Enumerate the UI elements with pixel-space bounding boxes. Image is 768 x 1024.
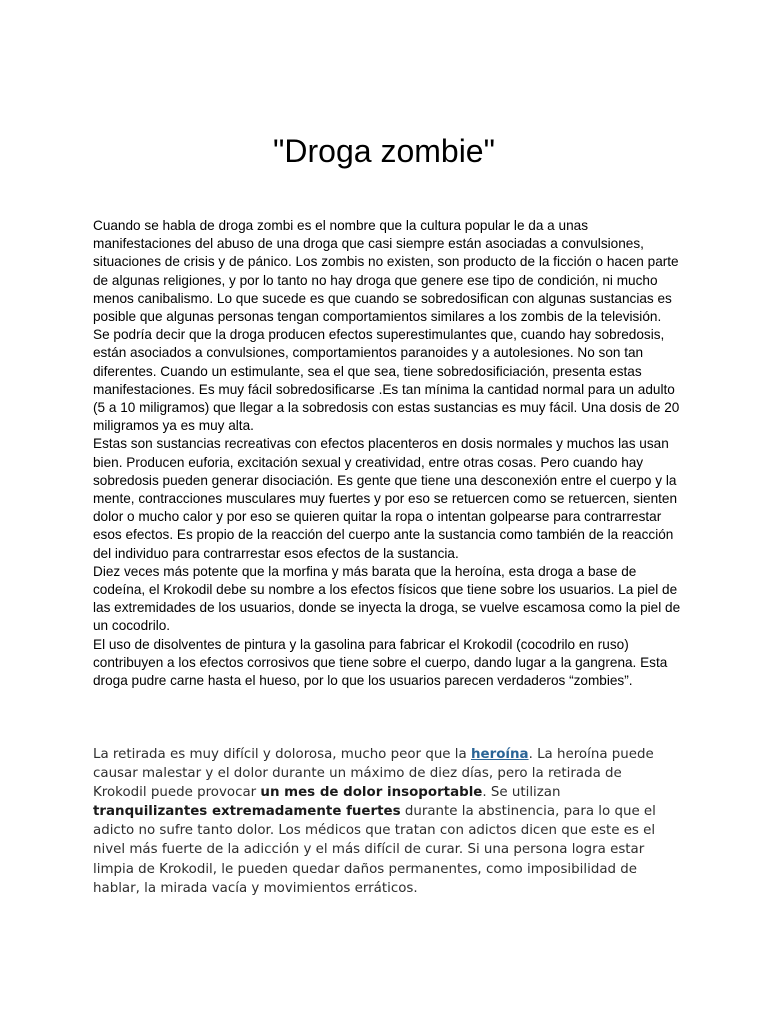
- bold-text: tranquilizantes extremadamente fuertes: [93, 804, 401, 820]
- paragraph: [93, 745, 663, 898]
- paragraph: Estas son sustancias recreativas con efectos placenteros en dosis normales y muchos las usan bien. Producen euforia, excitación sexual y creatividad, entre otras cosas. Pero cuando hay sobredosis pueden generar disociación. Es gente que tiene una desconexión entre el cuerpo y la mente, contracciones musculares muy fuertes y por eso se retuercen como se retuercen, sienten dolor o mucho calor y por eso se quieren quitar la ropa o intentan golpearse para contrarrestar esos efectos. Es propio de la reacción del cuerpo ante la sustancia como también de la reacción del individuo para contrarrestar esos efectos de la sustancia.: [93, 436, 678, 561]
- text-segment: . Se utilizan: [482, 785, 561, 801]
- paragraph: Diez veces más potente que la morfina y más barata que la heroína, esta droga a base de codeína, el Krokodil debe su nombre a los efectos físicos que tiene sobre los usuarios. La piel de las extremidades de los usuarios, donde se inyecta la droga, se vuelve escamosa como la piel de un cocodrilo.: [93, 563, 681, 634]
- text-segment: La retirada es muy difícil y dolorosa, mucho peor que la: [93, 747, 471, 762]
- heroina-link[interactable]: heroína: [470, 747, 529, 762]
- document-body: [93, 217, 683, 690]
- text-segment: durante la abstinencia, para lo que el adicto no sufre tanto dolor. Los médicos que tratan con adictos dicen que este es el nivel más fuerte de la adicción y el más difícil de curar. Si una persona logra estar limpia de Krokodil, le pueden quedar daños permanentes, como imposibilidad de hablar, la mirada vacía y movimientos erráticos.: [93, 804, 656, 896]
- pasted-web-paragraph: [93, 745, 663, 898]
- text-segment: . La heroína puede causar malestar y el dolor durante un máximo de diez días, pero la retirada de Krokodil puede provocar: [93, 747, 654, 801]
- page-title: "Droga zombie": [273, 133, 495, 169]
- paragraph: Cuando se habla de droga zombi es el nombre que la cultura popular le da a unas manifestaciones del abuso de una droga que casi siempre están asociadas a convulsiones, situaciones de crisis y de pánico. Los zombis no existen, son producto de la ficción o hacen parte de algunas religiones, y por lo tanto no hay droga que genere ese tipo de condición, ni mucho menos canibalismo. Lo que sucede es que cuando se sobredosifican con algunas sustancias es posible que algunas personas tengan comportamientos similares a los zombis de la televisión.: [93, 218, 679, 325]
- bold-text: un mes de dolor insoportable: [260, 785, 483, 801]
- paragraph: Se podría decir que la droga producen efectos superestimulantes que, cuando hay sobredosis, están asociados a convulsiones, comportamientos paranoides y a autolesiones. No son tan diferentes. Cuando un estimulante, sea el que sea, tiene sobredosificiación, presenta estas manifestaciones. Es muy fácil sobredosificarse .Es tan mínima la cantidad normal para un adulto (5 a 10 miligramos) que llegar a la sobredosis con estas sustancias es muy fácil. Una dosis de 20 miligramos ya es muy alta.: [93, 327, 680, 434]
- paragraph: El uso de disolventes de pintura y la gasolina para fabricar el Krokodil (cocodrilo en ruso) contribuyen a los efectos corrosivos que tiene sobre el cuerpo, dando lugar a la gangrena. Esta droga pudre carne hasta el hueso, por lo que los usuarios parecen verdaderos “zombies”.: [93, 636, 668, 689]
